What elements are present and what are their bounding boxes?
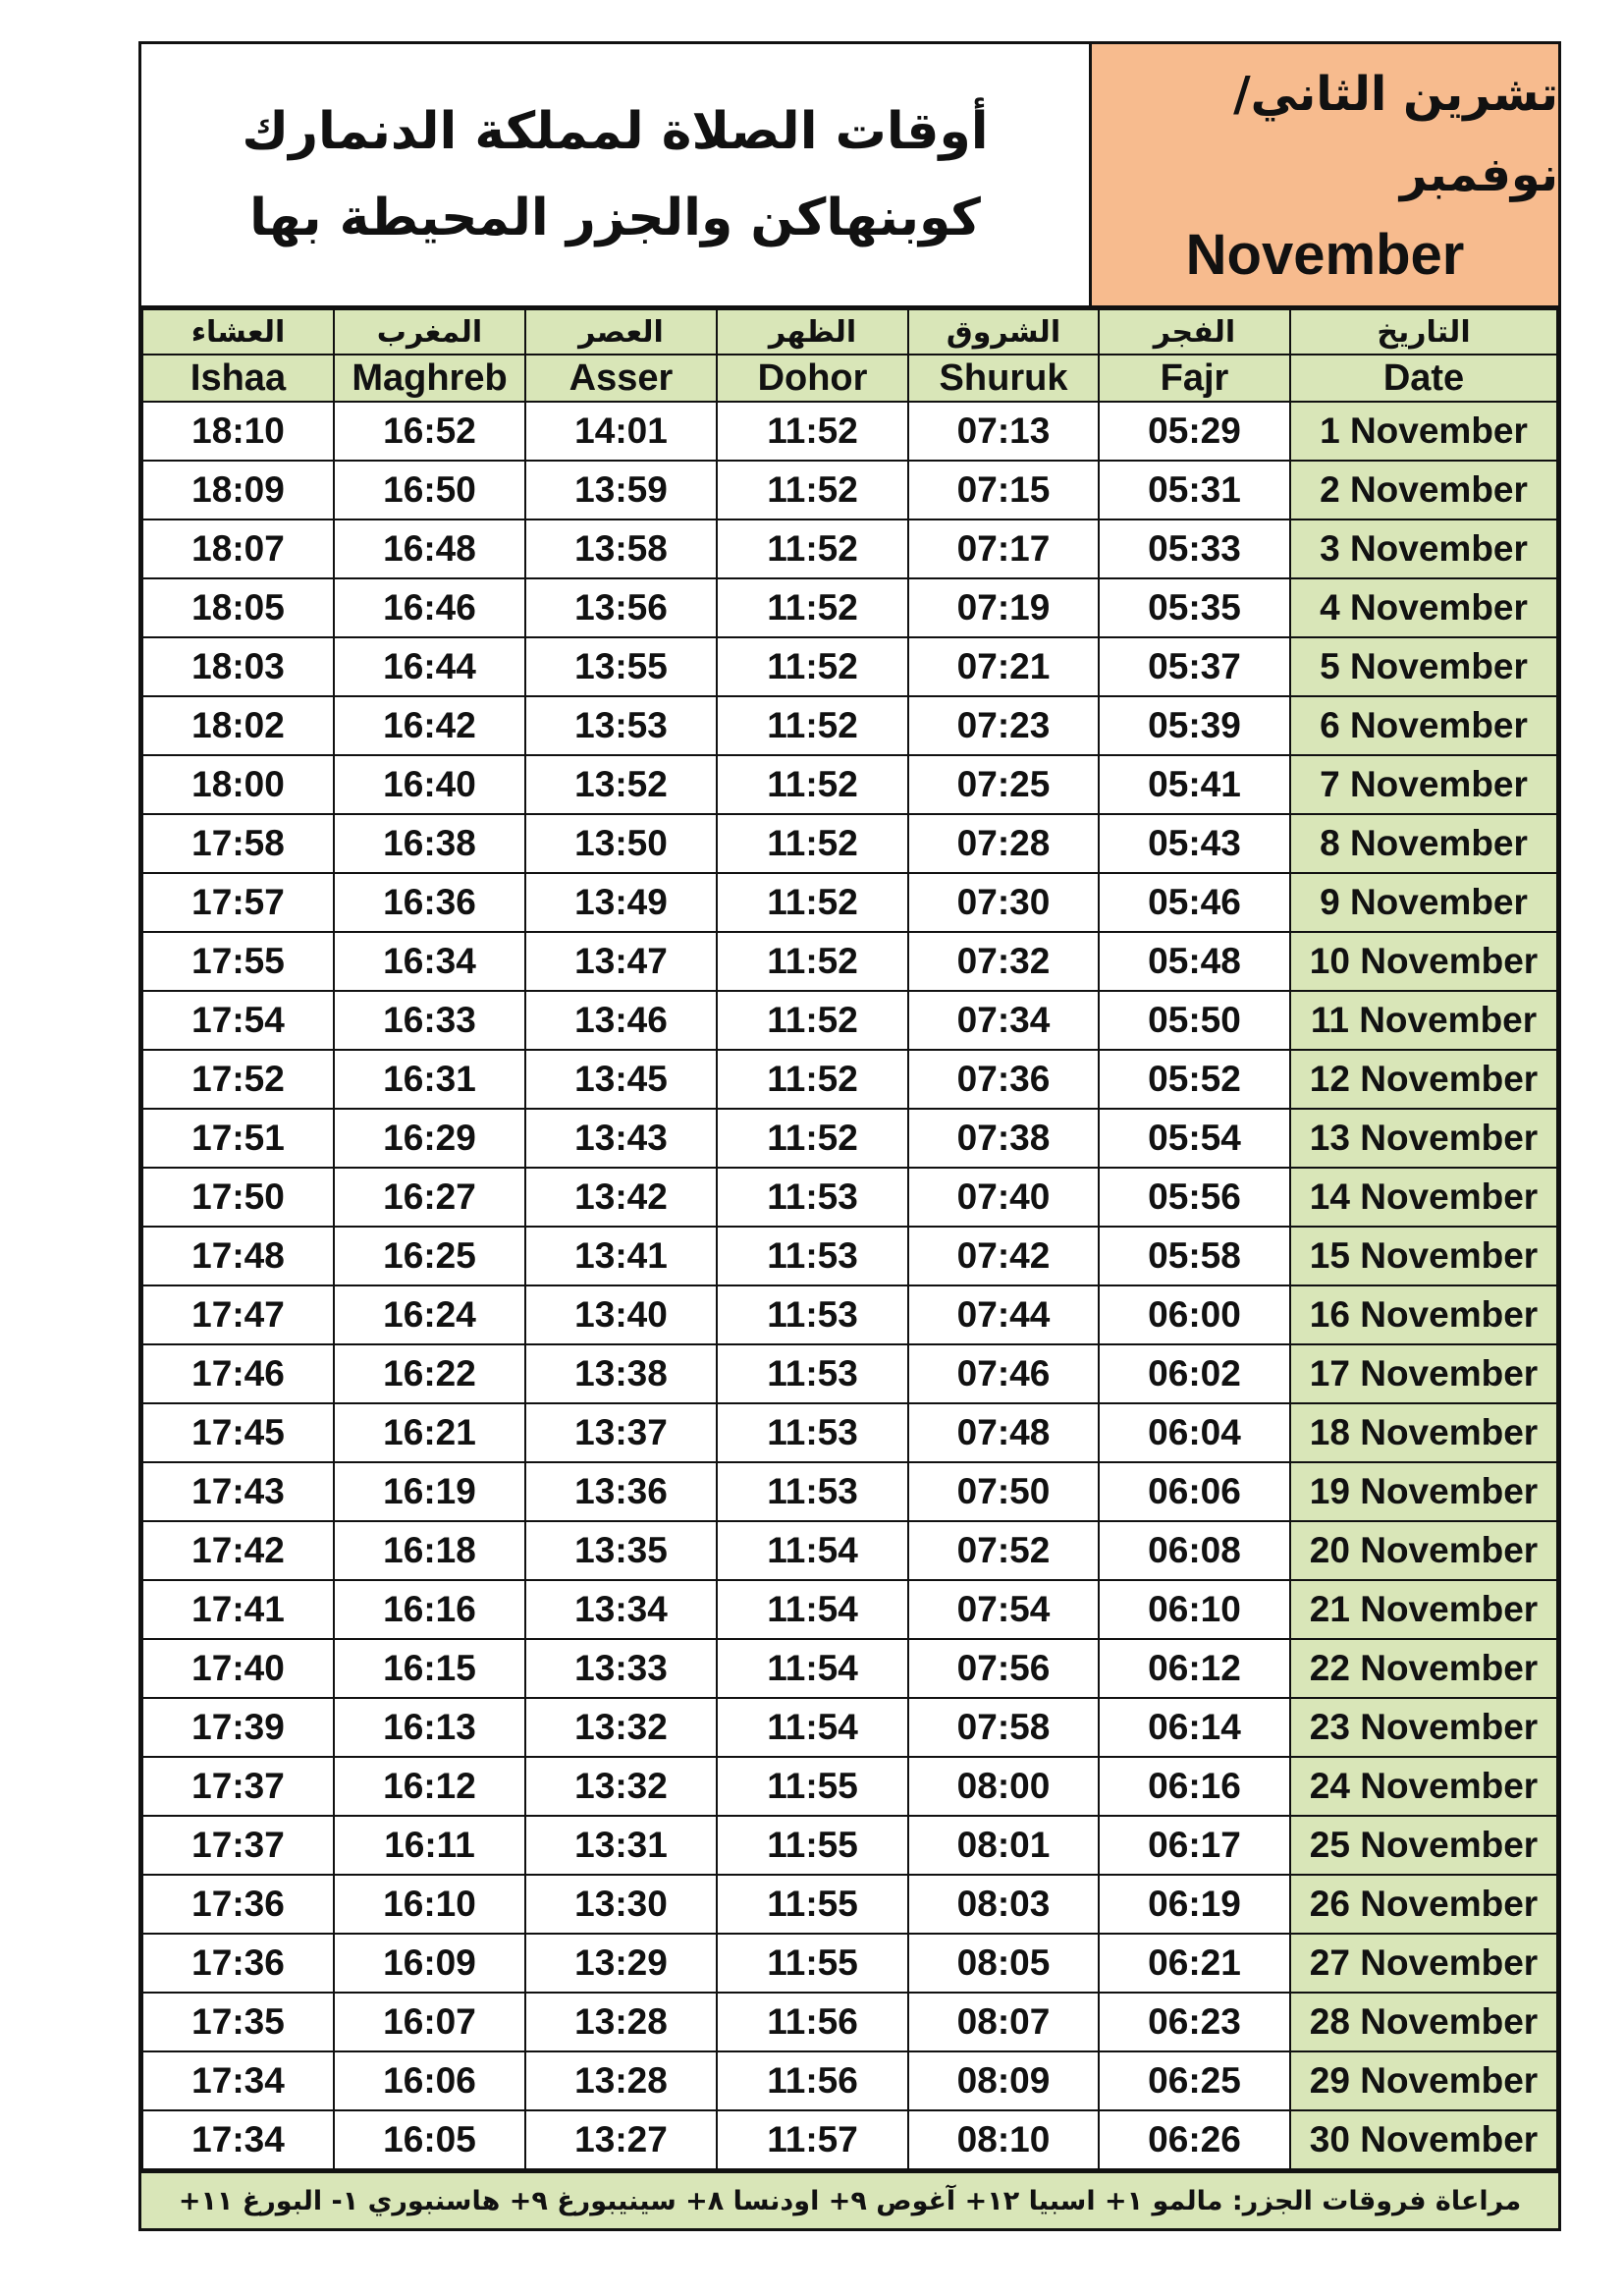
table-row	[142, 519, 1557, 578]
time-cell: 16:27	[334, 1168, 525, 1227]
time-cell: 13:42	[525, 1168, 717, 1227]
time-cell: 16:44	[334, 637, 525, 696]
time-cell: 07:32	[908, 932, 1099, 991]
time-cell: 16:11	[334, 1816, 525, 1875]
time-cell: 17:58	[142, 814, 334, 873]
time-cell: 11:57	[717, 2110, 908, 2169]
time-cell: 17:46	[142, 1344, 334, 1403]
table-row	[142, 932, 1557, 991]
table-row	[142, 814, 1557, 873]
time-cell: 11:53	[717, 1462, 908, 1521]
time-cell: 06:23	[1099, 1993, 1290, 2051]
time-cell: 17:39	[142, 1698, 334, 1757]
date-cell: 19 November	[1290, 1462, 1557, 1521]
time-cell: 13:29	[525, 1934, 717, 1993]
time-cell: 13:32	[525, 1698, 717, 1757]
table-row	[142, 1109, 1557, 1168]
time-cell: 11:52	[717, 814, 908, 873]
time-cell: 05:50	[1099, 991, 1290, 1050]
time-cell: 05:46	[1099, 873, 1290, 932]
time-cell: 11:55	[717, 1757, 908, 1816]
time-cell: 17:37	[142, 1757, 334, 1816]
time-cell: 16:24	[334, 1285, 525, 1344]
time-cell: 08:01	[908, 1816, 1099, 1875]
time-cell: 16:10	[334, 1875, 525, 1934]
date-cell: 9 November	[1290, 873, 1557, 932]
time-cell: 13:35	[525, 1521, 717, 1580]
time-cell: 07:25	[908, 755, 1099, 814]
col-header-en: Asser	[525, 355, 717, 402]
time-cell: 08:03	[908, 1875, 1099, 1934]
footer-note: مراعاة فروقات الجزر: مالمو ١+ اسبيا ١٢+ آغوص ٩+ اودنسا ٨+ سينيبورغ ٩+ هاسنبوري ١- البورغ ١١+	[141, 2170, 1558, 2228]
time-cell: 06:25	[1099, 2051, 1290, 2110]
time-cell: 07:15	[908, 461, 1099, 519]
time-cell: 13:41	[525, 1227, 717, 1285]
time-cell: 13:59	[525, 461, 717, 519]
time-cell: 06:14	[1099, 1698, 1290, 1757]
time-cell: 07:30	[908, 873, 1099, 932]
time-cell: 13:50	[525, 814, 717, 873]
time-cell: 13:55	[525, 637, 717, 696]
time-cell: 11:54	[717, 1580, 908, 1639]
table-row	[142, 755, 1557, 814]
time-cell: 18:09	[142, 461, 334, 519]
date-cell: 6 November	[1290, 696, 1557, 755]
time-cell: 05:39	[1099, 696, 1290, 755]
prayer-timetable	[138, 41, 1561, 2231]
time-cell: 16:52	[334, 402, 525, 461]
time-cell: 16:09	[334, 1934, 525, 1993]
table-row	[142, 578, 1557, 637]
col-header-en: Maghreb	[334, 355, 525, 402]
table-row	[142, 1580, 1557, 1639]
date-cell: 11 November	[1290, 991, 1557, 1050]
table-row	[142, 2051, 1557, 2110]
time-cell: 05:54	[1099, 1109, 1290, 1168]
time-cell: 07:44	[908, 1285, 1099, 1344]
time-cell: 16:38	[334, 814, 525, 873]
time-cell: 16:19	[334, 1462, 525, 1521]
time-cell: 18:00	[142, 755, 334, 814]
time-cell: 06:17	[1099, 1816, 1290, 1875]
time-cell: 11:56	[717, 2051, 908, 2110]
month-arabic: تشرين الثاني/ نوفمبر	[1233, 67, 1558, 202]
time-cell: 08:10	[908, 2110, 1099, 2169]
date-cell: 22 November	[1290, 1639, 1557, 1698]
date-cell: 15 November	[1290, 1227, 1557, 1285]
time-cell: 16:15	[334, 1639, 525, 1698]
time-cell: 16:31	[334, 1050, 525, 1109]
time-cell: 13:33	[525, 1639, 717, 1698]
time-cell: 11:55	[717, 1934, 908, 1993]
time-cell: 08:09	[908, 2051, 1099, 2110]
time-cell: 11:52	[717, 696, 908, 755]
time-cell: 13:49	[525, 873, 717, 932]
date-cell: 16 November	[1290, 1285, 1557, 1344]
table-row	[142, 1934, 1557, 1993]
col-header-en: Fajr	[1099, 355, 1290, 402]
col-header-ar: الظهر	[717, 309, 908, 355]
col-header-en: Shuruk	[908, 355, 1099, 402]
col-header-ar: العصر	[525, 309, 717, 355]
date-cell: 7 November	[1290, 755, 1557, 814]
time-cell: 11:52	[717, 519, 908, 578]
time-cell: 16:12	[334, 1757, 525, 1816]
time-cell: 11:52	[717, 873, 908, 932]
date-cell: 4 November	[1290, 578, 1557, 637]
time-cell: 13:37	[525, 1403, 717, 1462]
time-cell: 06:26	[1099, 2110, 1290, 2169]
time-cell: 07:28	[908, 814, 1099, 873]
date-cell: 20 November	[1290, 1521, 1557, 1580]
time-cell: 18:02	[142, 696, 334, 755]
time-cell: 18:07	[142, 519, 334, 578]
time-cell: 16:29	[334, 1109, 525, 1168]
times-table	[141, 308, 1558, 2170]
time-cell: 14:01	[525, 402, 717, 461]
col-header-en: Dohor	[717, 355, 908, 402]
time-cell: 07:48	[908, 1403, 1099, 1462]
time-cell: 17:34	[142, 2110, 334, 2169]
time-cell: 16:05	[334, 2110, 525, 2169]
time-cell: 16:18	[334, 1521, 525, 1580]
time-cell: 07:23	[908, 696, 1099, 755]
time-cell: 05:35	[1099, 578, 1290, 637]
time-cell: 16:13	[334, 1698, 525, 1757]
time-cell: 05:52	[1099, 1050, 1290, 1109]
table-row	[142, 1816, 1557, 1875]
time-cell: 07:17	[908, 519, 1099, 578]
time-cell: 17:41	[142, 1580, 334, 1639]
time-cell: 17:52	[142, 1050, 334, 1109]
date-cell: 5 November	[1290, 637, 1557, 696]
time-cell: 11:53	[717, 1168, 908, 1227]
time-cell: 11:52	[717, 637, 908, 696]
time-cell: 07:21	[908, 637, 1099, 696]
time-cell: 11:54	[717, 1639, 908, 1698]
table-row	[142, 1285, 1557, 1344]
time-cell: 11:52	[717, 578, 908, 637]
date-cell: 29 November	[1290, 2051, 1557, 2110]
title-line-1: أوقات الصلاة لمملكة الدنمارك	[242, 102, 989, 161]
column-headers-english	[142, 355, 1557, 402]
time-cell: 07:42	[908, 1227, 1099, 1285]
time-cell: 11:54	[717, 1698, 908, 1757]
time-cell: 16:22	[334, 1344, 525, 1403]
time-cell: 18:05	[142, 578, 334, 637]
time-cell: 17:43	[142, 1462, 334, 1521]
time-cell: 17:48	[142, 1227, 334, 1285]
table-row	[142, 402, 1557, 461]
time-cell: 13:30	[525, 1875, 717, 1934]
table-row	[142, 1050, 1557, 1109]
time-cell: 06:10	[1099, 1580, 1290, 1639]
time-cell: 06:12	[1099, 1639, 1290, 1698]
date-cell: 27 November	[1290, 1934, 1557, 1993]
date-cell: 30 November	[1290, 2110, 1557, 2169]
time-cell: 05:31	[1099, 461, 1290, 519]
time-cell: 17:36	[142, 1875, 334, 1934]
time-cell: 13:28	[525, 2051, 717, 2110]
col-header-ar: الشروق	[908, 309, 1099, 355]
time-cell: 08:00	[908, 1757, 1099, 1816]
col-header-ar: العشاء	[142, 309, 334, 355]
col-header-en: Date	[1290, 355, 1557, 402]
time-cell: 05:56	[1099, 1168, 1290, 1227]
time-cell: 13:31	[525, 1816, 717, 1875]
time-cell: 13:43	[525, 1109, 717, 1168]
date-cell: 18 November	[1290, 1403, 1557, 1462]
time-cell: 06:04	[1099, 1403, 1290, 1462]
time-cell: 07:50	[908, 1462, 1099, 1521]
col-header-en: Ishaa	[142, 355, 334, 402]
time-cell: 16:50	[334, 461, 525, 519]
time-cell: 17:45	[142, 1403, 334, 1462]
title-line-2: كوبنهاكن والجزر المحيطة بها	[249, 189, 981, 247]
time-cell: 13:58	[525, 519, 717, 578]
table-row	[142, 1227, 1557, 1285]
time-cell: 17:42	[142, 1521, 334, 1580]
date-cell: 14 November	[1290, 1168, 1557, 1227]
col-header-ar: الفجر	[1099, 309, 1290, 355]
time-cell: 11:53	[717, 1227, 908, 1285]
date-cell: 1 November	[1290, 402, 1557, 461]
time-cell: 11:52	[717, 755, 908, 814]
time-cell: 16:40	[334, 755, 525, 814]
table-row	[142, 1462, 1557, 1521]
time-cell: 11:52	[717, 1050, 908, 1109]
time-cell: 16:48	[334, 519, 525, 578]
time-cell: 17:51	[142, 1109, 334, 1168]
date-cell: 28 November	[1290, 1993, 1557, 2051]
time-cell: 16:06	[334, 2051, 525, 2110]
col-header-ar: المغرب	[334, 309, 525, 355]
time-cell: 07:46	[908, 1344, 1099, 1403]
table-row	[142, 1875, 1557, 1934]
page-title	[141, 44, 1092, 305]
time-cell: 07:40	[908, 1168, 1099, 1227]
date-cell: 25 November	[1290, 1816, 1557, 1875]
time-cell: 11:52	[717, 1109, 908, 1168]
time-cell: 07:13	[908, 402, 1099, 461]
time-cell: 13:28	[525, 1993, 717, 2051]
time-cell: 13:38	[525, 1344, 717, 1403]
time-cell: 08:05	[908, 1934, 1099, 1993]
time-cell: 18:03	[142, 637, 334, 696]
time-cell: 11:53	[717, 1344, 908, 1403]
time-cell: 13:27	[525, 2110, 717, 2169]
table-row	[142, 1757, 1557, 1816]
time-cell: 07:34	[908, 991, 1099, 1050]
table-row	[142, 1521, 1557, 1580]
date-cell: 13 November	[1290, 1109, 1557, 1168]
time-cell: 17:57	[142, 873, 334, 932]
time-cell: 17:47	[142, 1285, 334, 1344]
time-cell: 07:38	[908, 1109, 1099, 1168]
date-cell: 17 November	[1290, 1344, 1557, 1403]
date-cell: 8 November	[1290, 814, 1557, 873]
time-cell: 13:56	[525, 578, 717, 637]
table-row	[142, 2110, 1557, 2169]
time-cell: 07:54	[908, 1580, 1099, 1639]
time-cell: 13:36	[525, 1462, 717, 1521]
time-cell: 16:25	[334, 1227, 525, 1285]
date-cell: 2 November	[1290, 461, 1557, 519]
time-cell: 17:54	[142, 991, 334, 1050]
table-row	[142, 1403, 1557, 1462]
time-cell: 16:07	[334, 1993, 525, 2051]
table-row	[142, 1993, 1557, 2051]
time-cell: 16:21	[334, 1403, 525, 1462]
date-cell: 12 November	[1290, 1050, 1557, 1109]
date-cell: 21 November	[1290, 1580, 1557, 1639]
time-cell: 11:52	[717, 461, 908, 519]
time-cell: 05:58	[1099, 1227, 1290, 1285]
time-cell: 17:55	[142, 932, 334, 991]
time-cell: 16:46	[334, 578, 525, 637]
time-cell: 07:58	[908, 1698, 1099, 1757]
table-row	[142, 991, 1557, 1050]
time-cell: 06:08	[1099, 1521, 1290, 1580]
time-cell: 07:36	[908, 1050, 1099, 1109]
table-row	[142, 873, 1557, 932]
time-cell: 06:02	[1099, 1344, 1290, 1403]
time-cell: 06:16	[1099, 1757, 1290, 1816]
date-cell: 23 November	[1290, 1698, 1557, 1757]
time-cell: 16:36	[334, 873, 525, 932]
time-cell: 18:10	[142, 402, 334, 461]
time-cell: 13:53	[525, 696, 717, 755]
time-cell: 05:37	[1099, 637, 1290, 696]
table-row	[142, 637, 1557, 696]
time-cell: 07:52	[908, 1521, 1099, 1580]
time-cell: 16:16	[334, 1580, 525, 1639]
time-cell: 11:55	[717, 1816, 908, 1875]
time-cell: 11:56	[717, 1993, 908, 2051]
table-row	[142, 1639, 1557, 1698]
time-cell: 13:47	[525, 932, 717, 991]
timetable-header	[141, 44, 1558, 308]
time-cell: 11:52	[717, 932, 908, 991]
time-cell: 16:34	[334, 932, 525, 991]
time-cell: 13:46	[525, 991, 717, 1050]
date-cell: 24 November	[1290, 1757, 1557, 1816]
time-cell: 11:53	[717, 1285, 908, 1344]
time-cell: 13:45	[525, 1050, 717, 1109]
table-row	[142, 461, 1557, 519]
time-cell: 07:19	[908, 578, 1099, 637]
time-cell: 11:54	[717, 1521, 908, 1580]
time-cell: 17:50	[142, 1168, 334, 1227]
table-row	[142, 1344, 1557, 1403]
month-banner	[1092, 44, 1558, 305]
table-row	[142, 696, 1557, 755]
table-row	[142, 1168, 1557, 1227]
time-cell: 17:35	[142, 1993, 334, 2051]
time-cell: 13:34	[525, 1580, 717, 1639]
month-english: November	[1185, 223, 1465, 287]
time-cell: 11:52	[717, 991, 908, 1050]
time-cell: 08:07	[908, 1993, 1099, 2051]
time-cell: 06:00	[1099, 1285, 1290, 1344]
date-cell: 26 November	[1290, 1875, 1557, 1934]
time-cell: 13:32	[525, 1757, 717, 1816]
date-cell: 10 November	[1290, 932, 1557, 991]
time-cell: 05:41	[1099, 755, 1290, 814]
time-cell: 17:40	[142, 1639, 334, 1698]
time-cell: 16:33	[334, 991, 525, 1050]
time-cell: 13:40	[525, 1285, 717, 1344]
time-cell: 16:42	[334, 696, 525, 755]
time-cell: 11:55	[717, 1875, 908, 1934]
time-cell: 05:43	[1099, 814, 1290, 873]
time-cell: 06:06	[1099, 1462, 1290, 1521]
time-cell: 05:29	[1099, 402, 1290, 461]
time-cell: 05:33	[1099, 519, 1290, 578]
time-cell: 11:52	[717, 402, 908, 461]
time-cell: 13:52	[525, 755, 717, 814]
time-cell: 06:21	[1099, 1934, 1290, 1993]
table-row	[142, 1698, 1557, 1757]
time-cell: 06:19	[1099, 1875, 1290, 1934]
col-header-ar: التاريخ	[1290, 309, 1557, 355]
date-cell: 3 November	[1290, 519, 1557, 578]
time-cell: 17:37	[142, 1816, 334, 1875]
time-cell: 17:34	[142, 2051, 334, 2110]
time-cell: 11:53	[717, 1403, 908, 1462]
time-cell: 17:36	[142, 1934, 334, 1993]
time-cell: 07:56	[908, 1639, 1099, 1698]
time-cell: 05:48	[1099, 932, 1290, 991]
column-headers-arabic	[142, 309, 1557, 355]
